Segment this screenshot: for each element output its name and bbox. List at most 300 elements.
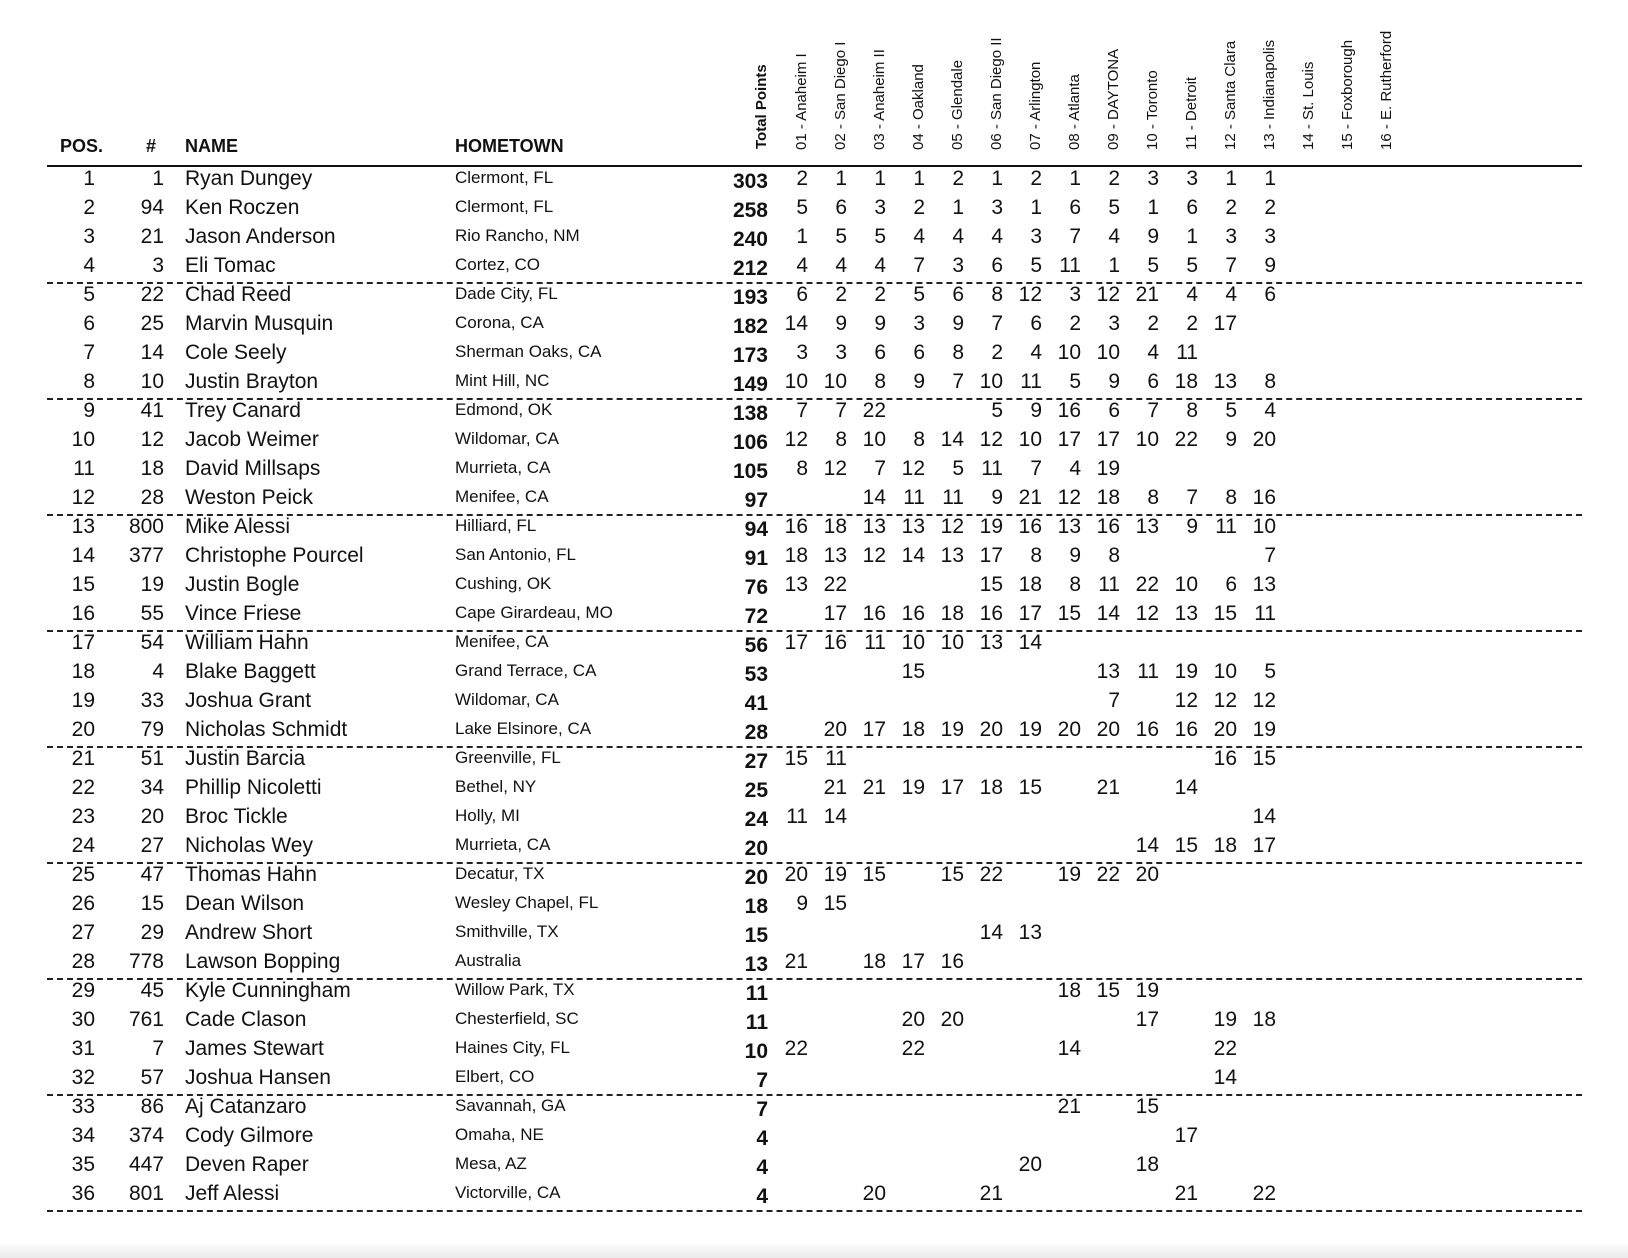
round-result: 8 [1069, 573, 1081, 596]
round-result: 12 [862, 544, 886, 567]
rider-position: 11 [73, 457, 95, 480]
round-result: 8 [835, 428, 847, 451]
rider-hometown: Hilliard, FL [455, 516, 537, 535]
rider-name: Chad Reed [185, 283, 292, 306]
round-result: 11 [1098, 573, 1120, 596]
rider-name: Broc Tickle [185, 805, 288, 828]
rider-position: 4 [83, 254, 95, 277]
round-result: 7 [991, 312, 1003, 335]
round-result: 13 [1174, 602, 1198, 625]
round-result: 1 [1264, 167, 1276, 190]
round-result: 21 [1174, 1182, 1198, 1205]
round-result: 3 [1186, 167, 1198, 190]
rider-number: 19 [140, 573, 164, 596]
round-result: 20 [940, 1008, 964, 1031]
rider-number: 55 [140, 602, 164, 625]
round-result: 1 [1186, 225, 1198, 248]
rider-hometown: Savannah, GA [455, 1096, 566, 1115]
round-result: 3 [835, 341, 847, 364]
round-result: 7 [1069, 225, 1081, 248]
group-divider [47, 282, 1582, 284]
rider-number: 15 [140, 892, 164, 915]
round-result: 3 [913, 312, 925, 335]
round-result: 8 [1147, 486, 1159, 509]
round-result: 10 [1135, 428, 1159, 451]
group-divider [47, 1210, 1582, 1212]
rider-number: 27 [140, 834, 164, 857]
round-result: 18 [1135, 1153, 1159, 1176]
round-result: 5 [835, 225, 847, 248]
rider-total-points: 138 [732, 402, 768, 425]
round-result: 14 [823, 805, 847, 828]
round-result: 20 [784, 863, 808, 886]
round-result: 19 [1135, 979, 1159, 1002]
round-result: 2 [1186, 312, 1198, 335]
round-result: 21 [784, 950, 808, 973]
round-result: 19 [823, 863, 847, 886]
round-result: 16 [1018, 515, 1042, 538]
rider-name: Lawson Bopping [185, 950, 341, 973]
rider-name: Marvin Musquin [185, 312, 334, 335]
round-header: 07 - Arlington [1027, 61, 1044, 150]
rider-total-points: 28 [744, 721, 768, 744]
round-result: 2 [835, 283, 847, 306]
round-result: 9 [1147, 225, 1159, 248]
round-result: 19 [940, 718, 964, 741]
round-result: 20 [862, 1182, 886, 1205]
rider-hometown: Rio Rancho, NM [455, 226, 580, 245]
rider-total-points: 18 [744, 895, 768, 918]
round-result: 22 [901, 1037, 925, 1060]
rider-position: 22 [71, 776, 95, 799]
rider-total-points: 258 [732, 199, 768, 222]
rider-position: 27 [71, 921, 95, 944]
rider-hometown: Grand Terrace, CA [455, 661, 597, 680]
round-result: 2 [952, 167, 964, 190]
round-result: 13 [940, 544, 964, 567]
round-header: 09 - DAYTONA [1105, 48, 1122, 150]
round-result: 8 [874, 370, 886, 393]
round-result: 17 [1252, 834, 1276, 857]
round-result: 12 [1057, 486, 1081, 509]
rider-number: 51 [140, 747, 164, 770]
header-hometown: HOMETOWN [455, 136, 564, 156]
round-result: 9 [1108, 370, 1120, 393]
round-result: 16 [940, 950, 964, 973]
rider-total-points: 4 [756, 1127, 768, 1150]
rider-position: 26 [71, 892, 95, 915]
round-result: 5 [1069, 370, 1081, 393]
rider-name: Trey Canard [185, 399, 301, 422]
group-divider [47, 514, 1582, 516]
rider-hometown: Willow Park, TX [455, 980, 575, 999]
round-result: 10 [784, 370, 808, 393]
round-header: 02 - San Diego I [832, 41, 849, 150]
round-result: 22 [1174, 428, 1198, 451]
round-result: 21 [862, 776, 886, 799]
round-result: 7 [835, 399, 847, 422]
rider-hometown: Bethel, NY [455, 777, 537, 796]
round-result: 4 [1108, 225, 1120, 248]
rider-hometown: Cortez, CO [455, 255, 541, 274]
round-result: 20 [1018, 1153, 1042, 1176]
rider-total-points: 76 [744, 576, 768, 599]
round-result: 17 [901, 950, 925, 973]
round-result: 20 [979, 718, 1003, 741]
round-result: 14 [784, 312, 808, 335]
round-header: 12 - Santa Clara [1222, 40, 1239, 150]
rider-total-points: 13 [744, 953, 768, 976]
round-result: 13 [823, 544, 847, 567]
rider-name: William Hahn [185, 631, 309, 654]
round-result: 13 [1057, 515, 1081, 538]
rider-hometown: Dade City, FL [455, 284, 558, 303]
round-result: 5 [1264, 660, 1276, 683]
rider-number: 54 [140, 631, 164, 654]
rider-total-points: 20 [744, 837, 768, 860]
rider-number: 57 [140, 1066, 164, 1089]
round-result: 7 [1225, 254, 1237, 277]
round-result: 8 [952, 341, 964, 364]
round-result: 14 [1057, 1037, 1081, 1060]
round-header: 08 - Atlanta [1066, 74, 1083, 150]
round-result: 11 [903, 486, 925, 509]
rider-hometown: Elbert, CO [455, 1067, 535, 1086]
rider-hometown: Wildomar, CA [455, 429, 559, 448]
rider-total-points: 94 [744, 518, 768, 541]
rider-number: 761 [128, 1008, 164, 1031]
round-result: 11 [981, 457, 1003, 480]
rider-position: 33 [71, 1095, 95, 1118]
round-result: 1 [796, 225, 808, 248]
rider-total-points: 15 [744, 924, 768, 947]
rider-hometown: Smithville, TX [455, 922, 559, 941]
round-result: 17 [862, 718, 886, 741]
rider-name: Eli Tomac [185, 254, 276, 277]
rider-position: 30 [71, 1008, 95, 1031]
rider-hometown: Clermont, FL [455, 197, 554, 216]
round-result: 17 [979, 544, 1003, 567]
round-result: 5 [1108, 196, 1120, 219]
round-result: 4 [835, 254, 847, 277]
rider-number: 20 [140, 805, 164, 828]
rider-position: 2 [83, 196, 95, 219]
round-result: 15 [1057, 602, 1081, 625]
round-result: 9 [1264, 254, 1276, 277]
rider-total-points: 97 [744, 489, 768, 512]
round-result: 6 [1264, 283, 1276, 306]
round-result: 6 [1147, 370, 1159, 393]
round-result: 10 [1057, 341, 1081, 364]
rider-position: 6 [83, 312, 95, 335]
round-result: 15 [823, 892, 847, 915]
rider-position: 36 [71, 1182, 95, 1205]
rider-number: 18 [140, 457, 164, 480]
rider-hometown: Decatur, TX [455, 864, 545, 883]
round-result: 8 [1225, 486, 1237, 509]
rider-number: 374 [128, 1124, 164, 1147]
round-result: 1 [874, 167, 886, 190]
round-result: 4 [952, 225, 964, 248]
rider-position: 19 [71, 689, 95, 712]
rider-name: Jacob Weimer [185, 428, 319, 451]
round-result: 9 [1186, 515, 1198, 538]
round-header: 10 - Toronto [1144, 70, 1161, 150]
round-result: 1 [1225, 167, 1237, 190]
round-result: 12 [1213, 689, 1237, 712]
group-divider [47, 862, 1582, 864]
round-result: 10 [862, 428, 886, 451]
group-divider [47, 1094, 1582, 1096]
round-result: 7 [1264, 544, 1276, 567]
header-pos: POS. [60, 136, 104, 156]
round-result: 7 [796, 399, 808, 422]
group-divider [47, 746, 1582, 748]
rider-total-points: 240 [732, 228, 768, 251]
round-result: 1 [1069, 167, 1081, 190]
round-result: 19 [1174, 660, 1198, 683]
round-result: 8 [796, 457, 808, 480]
round-result: 7 [952, 370, 964, 393]
round-result: 4 [1069, 457, 1081, 480]
round-result: 17 [1174, 1124, 1198, 1147]
round-result: 20 [1213, 718, 1237, 741]
round-result: 16 [784, 515, 808, 538]
rider-total-points: 27 [744, 750, 768, 773]
round-result: 16 [1252, 486, 1276, 509]
rider-name: James Stewart [185, 1037, 324, 1060]
rider-number: 801 [128, 1182, 164, 1205]
rider-position: 28 [71, 950, 95, 973]
round-result: 10 [1018, 428, 1042, 451]
rider-name: Ken Roczen [185, 196, 300, 219]
round-result: 4 [1030, 341, 1042, 364]
round-result: 1 [1147, 196, 1159, 219]
round-result: 21 [823, 776, 847, 799]
rider-hometown: Wesley Chapel, FL [455, 893, 599, 912]
round-result: 3 [952, 254, 964, 277]
round-result: 3 [796, 341, 808, 364]
rider-position: 14 [71, 544, 95, 567]
rider-total-points: 7 [756, 1069, 768, 1092]
round-result: 1 [991, 167, 1003, 190]
round-result: 16 [862, 602, 886, 625]
round-result: 11 [1059, 254, 1081, 277]
round-result: 21 [1018, 486, 1042, 509]
rider-total-points: 4 [756, 1185, 768, 1208]
round-result: 19 [1057, 863, 1081, 886]
rider-number: 34 [140, 776, 164, 799]
rider-total-points: 149 [732, 373, 768, 396]
rider-name: Weston Peick [185, 486, 313, 509]
rider-number: 25 [140, 312, 164, 335]
round-header: 03 - Anaheim II [871, 49, 888, 150]
round-result: 6 [952, 283, 964, 306]
rider-total-points: 24 [744, 808, 768, 831]
round-result: 17 [1135, 1008, 1159, 1031]
round-result: 8 [1264, 370, 1276, 393]
round-result: 6 [1186, 196, 1198, 219]
rider-hometown: Menifee, CA [455, 487, 549, 506]
round-result: 14 [1174, 776, 1198, 799]
round-result: 16 [1174, 718, 1198, 741]
round-result: 4 [1264, 399, 1276, 422]
round-result: 15 [940, 863, 964, 886]
round-result: 5 [796, 196, 808, 219]
round-result: 6 [1225, 573, 1237, 596]
round-result: 15 [901, 660, 925, 683]
rider-number: 4 [152, 660, 164, 683]
rider-name: Kyle Cunningham [185, 979, 351, 1002]
round-result: 14 [1252, 805, 1276, 828]
round-result: 3 [1069, 283, 1081, 306]
round-result: 17 [940, 776, 964, 799]
rider-number: 778 [128, 950, 164, 973]
rider-number: 29 [140, 921, 164, 944]
round-result: 22 [1252, 1182, 1276, 1205]
rider-name: Justin Barcia [185, 747, 306, 770]
round-result: 18 [823, 515, 847, 538]
header-name: NAME [185, 136, 238, 156]
round-result: 9 [1030, 399, 1042, 422]
round-result: 2 [1030, 167, 1042, 190]
round-result: 4 [913, 225, 925, 248]
round-header: 16 - E. Rutherford [1378, 30, 1395, 150]
round-result: 11 [1020, 370, 1042, 393]
rider-total-points: 11 [745, 982, 768, 1005]
rider-total-points: 7 [756, 1098, 768, 1121]
round-result: 17 [784, 631, 808, 654]
round-result: 20 [1252, 428, 1276, 451]
round-result: 16 [1213, 747, 1237, 770]
round-result: 22 [1213, 1037, 1237, 1060]
round-result: 4 [1147, 341, 1159, 364]
round-result: 18 [1057, 979, 1081, 1002]
round-result: 18 [1213, 834, 1237, 857]
round-result: 8 [1186, 399, 1198, 422]
rider-name: Justin Bogle [185, 573, 300, 596]
round-result: 10 [1252, 515, 1276, 538]
round-result: 4 [991, 225, 1003, 248]
round-result: 12 [823, 457, 847, 480]
rider-position: 9 [83, 399, 95, 422]
round-result: 8 [913, 428, 925, 451]
round-result: 20 [1057, 718, 1081, 741]
round-result: 19 [901, 776, 925, 799]
rider-hometown: Sherman Oaks, CA [455, 342, 602, 361]
rider-number: 28 [140, 486, 164, 509]
rider-name: Ryan Dungey [185, 167, 313, 190]
round-result: 8 [1108, 544, 1120, 567]
round-result: 1 [835, 167, 847, 190]
rider-number: 33 [140, 689, 164, 712]
rider-hometown: Murrieta, CA [455, 835, 551, 854]
rider-name: Jeff Alessi [185, 1182, 280, 1205]
round-result: 6 [835, 196, 847, 219]
rider-hometown: Cape Girardeau, MO [455, 603, 613, 622]
round-result: 9 [835, 312, 847, 335]
round-result: 7 [1186, 486, 1198, 509]
round-result: 18 [784, 544, 808, 567]
rider-name: Joshua Hansen [185, 1066, 331, 1089]
rider-number: 86 [140, 1095, 164, 1118]
round-result: 10 [823, 370, 847, 393]
rider-number: 14 [140, 341, 164, 364]
rider-position: 21 [71, 747, 95, 770]
rider-name: David Millsaps [185, 457, 321, 480]
round-result: 9 [913, 370, 925, 393]
round-result: 8 [991, 283, 1003, 306]
rider-number: 47 [140, 863, 164, 886]
rider-position: 1 [83, 167, 95, 190]
round-result: 19 [979, 515, 1003, 538]
round-result: 18 [979, 776, 1003, 799]
round-result: 20 [901, 1008, 925, 1031]
round-result: 20 [1135, 863, 1159, 886]
rider-position: 3 [83, 225, 95, 248]
round-result: 22 [784, 1037, 808, 1060]
round-result: 17 [1213, 312, 1237, 335]
round-result: 7 [1030, 457, 1042, 480]
round-result: 15 [1018, 776, 1042, 799]
round-result: 20 [1096, 718, 1120, 741]
round-result: 3 [1225, 225, 1237, 248]
round-header: 13 - Indianapolis [1261, 39, 1278, 150]
round-result: 15 [1135, 1095, 1159, 1118]
round-result: 2 [991, 341, 1003, 364]
rider-hometown: Holly, MI [455, 806, 520, 825]
round-result: 15 [1252, 747, 1276, 770]
rider-name: Jason Anderson [185, 225, 336, 248]
round-result: 12 [940, 515, 964, 538]
header-total-points: Total Points [753, 64, 770, 149]
round-header: 14 - St. Louis [1300, 61, 1317, 150]
rider-hometown: San Antonio, FL [455, 545, 576, 564]
rider-hometown: Victorville, CA [455, 1183, 561, 1202]
round-result: 9 [1069, 544, 1081, 567]
rider-position: 8 [83, 370, 95, 393]
round-result: 4 [1225, 283, 1237, 306]
round-result: 13 [1252, 573, 1276, 596]
round-result: 12 [784, 428, 808, 451]
rider-number: 3 [152, 254, 164, 277]
group-divider [47, 630, 1582, 632]
round-header: 15 - Foxborough [1339, 39, 1356, 150]
round-result: 6 [913, 341, 925, 364]
rider-total-points: 72 [744, 605, 768, 628]
round-result: 16 [1096, 515, 1120, 538]
rider-hometown: Cushing, OK [455, 574, 552, 593]
round-result: 12 [1174, 689, 1198, 712]
round-result: 13 [1135, 515, 1159, 538]
rider-position: 20 [71, 718, 95, 741]
round-result: 10 [1096, 341, 1120, 364]
round-result: 12 [1096, 283, 1120, 306]
round-result: 11 [1137, 660, 1159, 683]
round-result: 10 [1213, 660, 1237, 683]
rider-name: Blake Baggett [185, 660, 316, 683]
page-bottom-edge [0, 1242, 1628, 1258]
round-result: 14 [1213, 1066, 1237, 1089]
round-result: 18 [940, 602, 964, 625]
round-result: 19 [1252, 718, 1276, 741]
round-result: 1 [952, 196, 964, 219]
round-result: 18 [1252, 1008, 1276, 1031]
round-result: 2 [1264, 196, 1276, 219]
round-result: 13 [979, 631, 1003, 654]
round-result: 14 [1018, 631, 1042, 654]
rider-name: Vince Friese [185, 602, 302, 625]
